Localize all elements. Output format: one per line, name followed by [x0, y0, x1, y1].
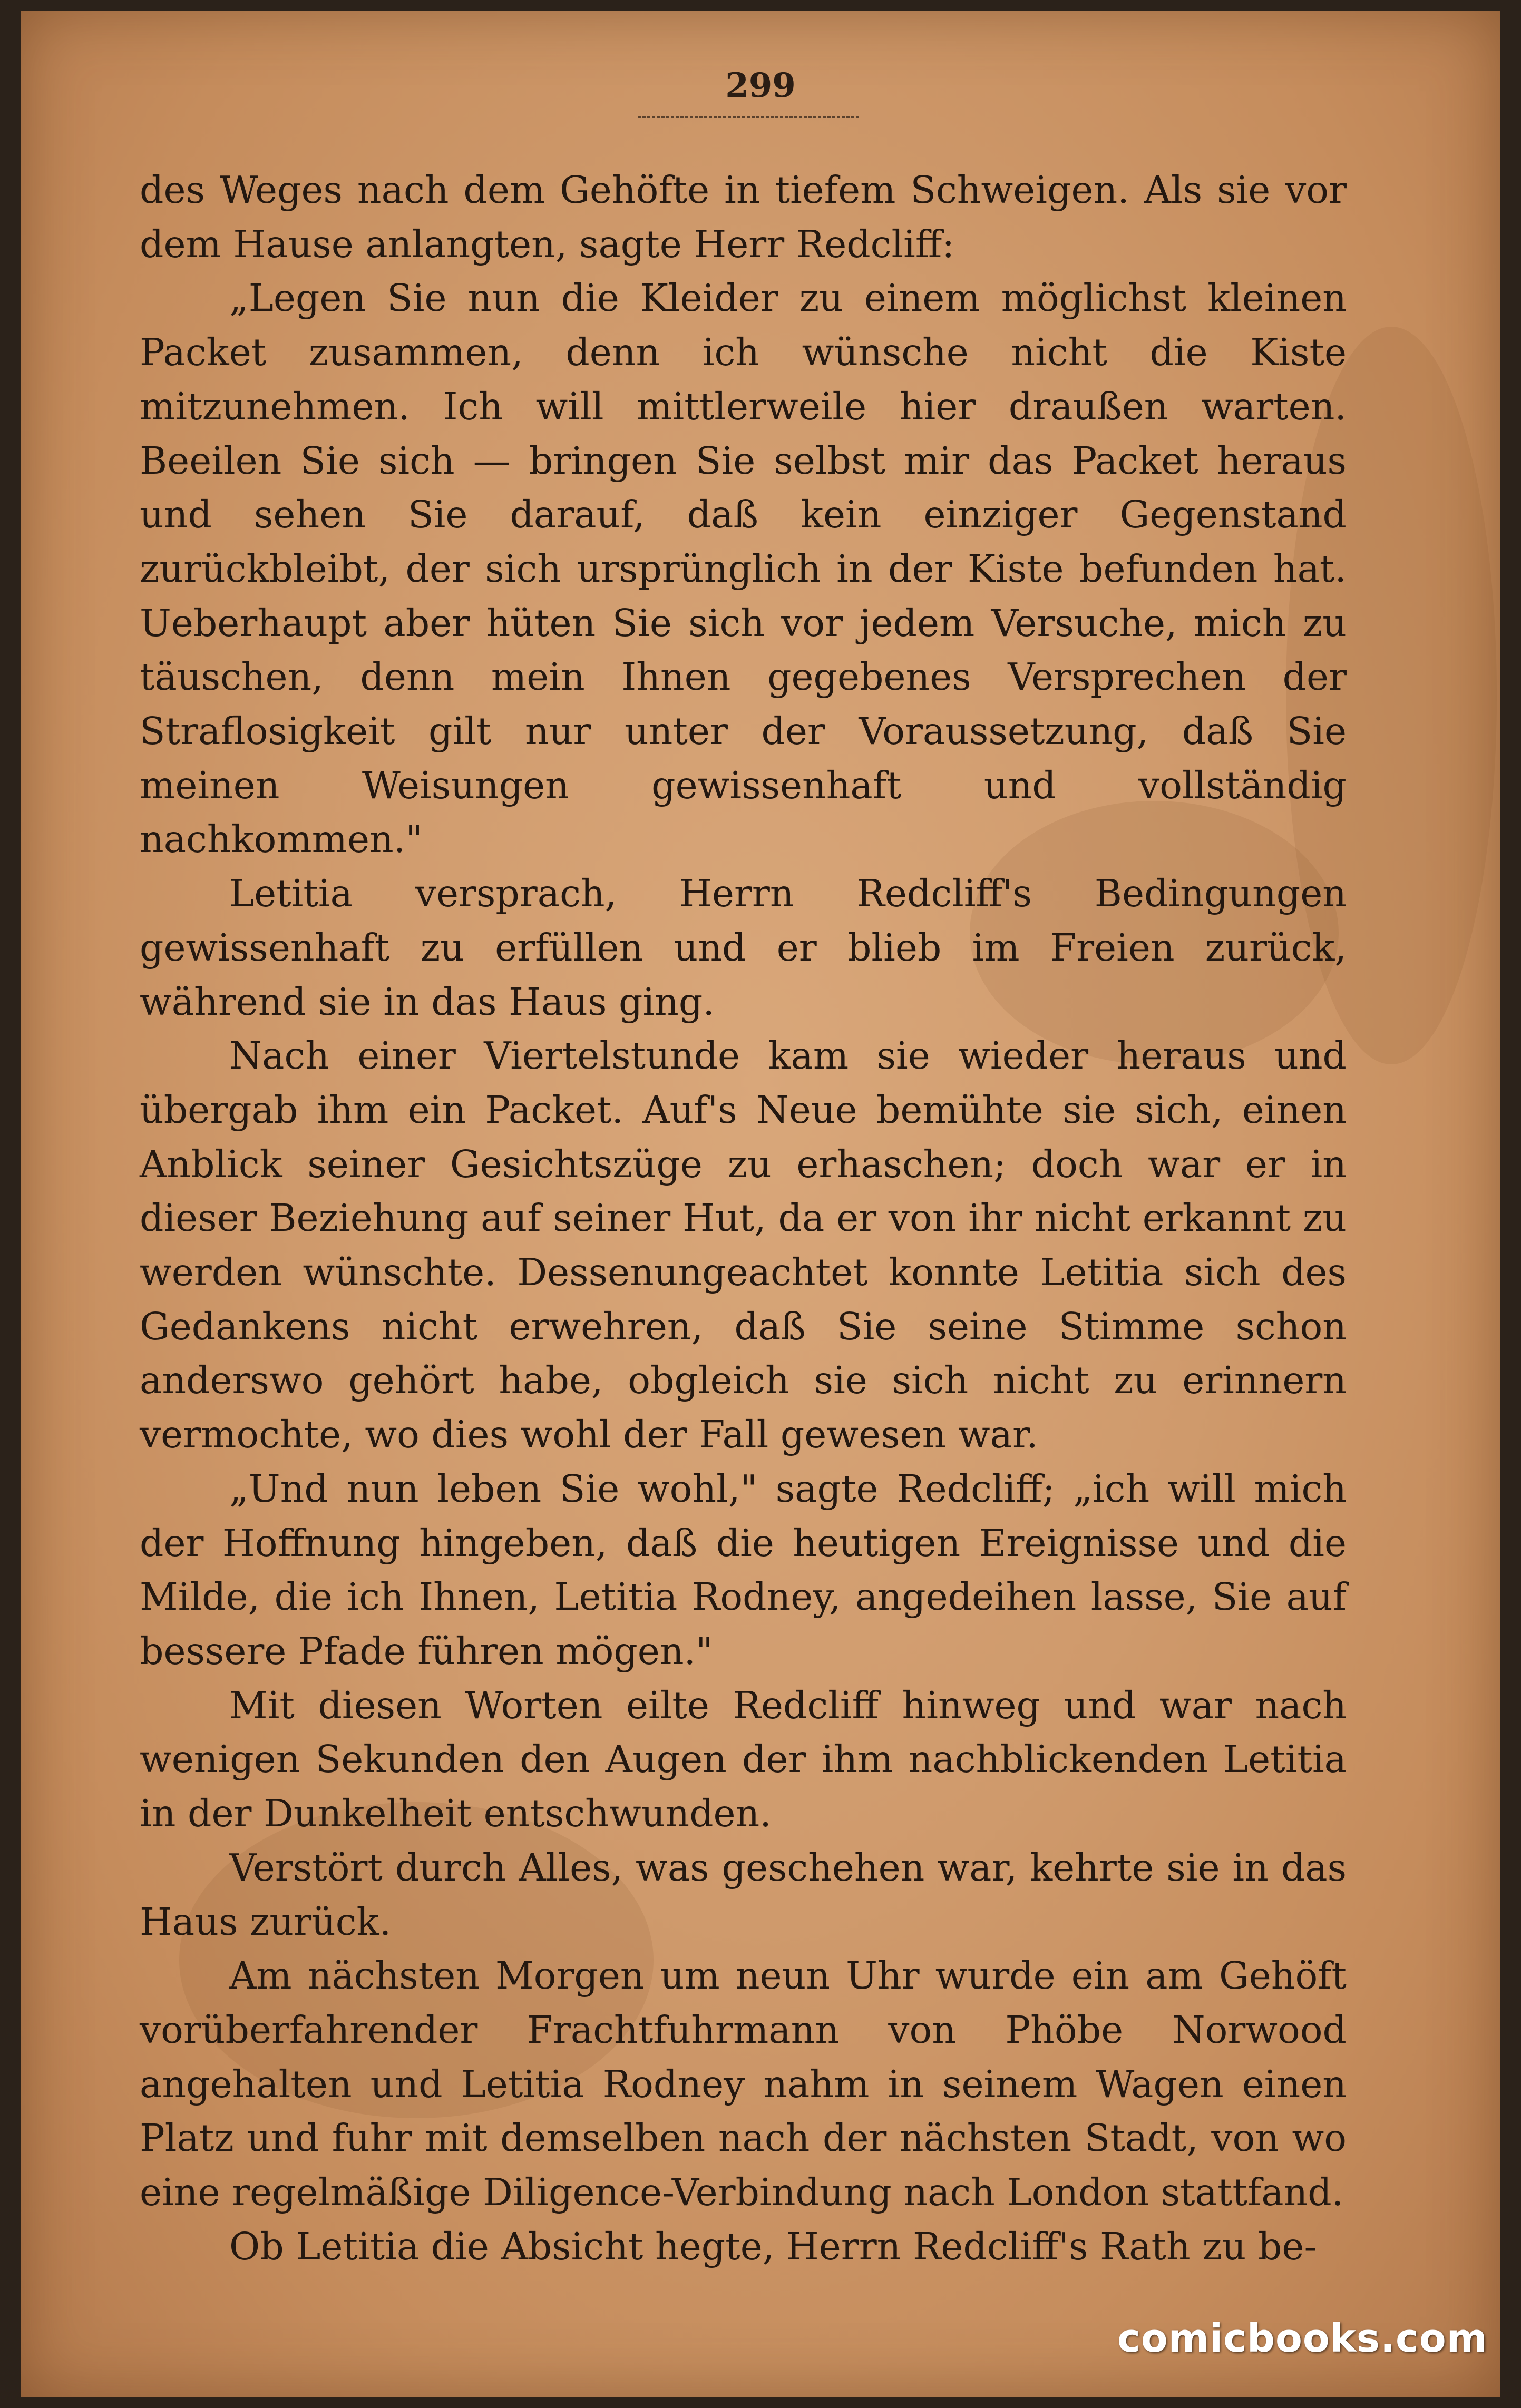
paragraph: Ob Letitia die Absicht hegte, Herrn Redcliff's Rath zu be- — [229, 2224, 1317, 2268]
paragraph: Am nächsten Morgen um neun Uhr wurde ein am Gehöft vorüberfahrender Frachtfuhrmann von Phöbe Norwood angehalten und Letitia Rodney nahm in seinem Wagen einen Platz und fuhr mit demselben nach der nächsten Stadt, von wo eine regelmäßige Diligence-Verbindung nach London stattfand. — [140, 1954, 1347, 2215]
paragraph: Verstört durch Alles, was geschehen war, kehrte sie in das Haus zurück. — [140, 1845, 1347, 1944]
watermark: comicbooks.com — [1117, 2316, 1488, 2361]
body-text — [140, 163, 1347, 2274]
paragraph: Nach einer Viertelstunde kam sie wieder heraus und übergab ihm ein Packet. Auf's Neue bemühte sie sich, einen Anblick seiner Gesichtszüge zu erhaschen; doch war er in dieser Beziehung auf seiner Hut, da er von ihr nicht erkannt zu werden wünschte. Dessenungeachtet konnte Letitia sich des Gedankens nicht erwehren, daß Sie seine Stimme schon anderswo gehört habe, obgleich sie sich nicht zu erinnern vermochte, wo dies wohl der Fall gewesen war. — [140, 1034, 1347, 1457]
paragraph: Letitia versprach, Herrn Redcliff's Bedingungen gewissenhaft zu erfüllen und er blieb im Freien zurück, während sie in das Haus ging. — [140, 872, 1347, 1024]
paragraph: „Legen Sie nun die Kleider zu einem möglichst kleinen Packet zusammen, denn ich wünsche nicht die Kiste mitzunehmen. Ich will mittlerweile hier draußen warten. Beeilen Sie sich — bringen Sie selbst mir das Packet heraus und sehen Sie darauf, daß kein einziger Gegenstand zurückbleibt, der sich ursprünglich in der Kiste befunden hat. Ueberhaupt aber hüten Sie sich vor jedem Versuche, mich zu täuschen, denn mein Ihnen gegebenes Versprechen der Straflosigkeit gilt nur unter der Voraussetzung, daß Sie meinen Weisungen gewissenhaft und vollständig nachkommen." — [140, 276, 1347, 862]
header-ornament-rule — [638, 116, 859, 125]
page-number: 299 — [725, 66, 796, 105]
paragraph: Mit diesen Worten eilte Redcliff hinweg und war nach wenigen Sekunden den Augen der ihm nachblickenden Letitia in der Dunkelheit entschwunden. — [140, 1683, 1347, 1836]
paragraph: „Und nun leben Sie wohl," sagte Redcliff; „ich will mich der Hoffnung hingeben, daß die heutigen Ereignisse und die Milde, die ich Ihnen, Letitia Rodney, angedeihen lasse, Sie auf bessere Pfade führen mögen." — [140, 1466, 1347, 1673]
paragraph: des Weges nach dem Gehöfte in tiefem Schweigen. Als sie vor dem Hause anlangten, sagte Herr Redcliff: — [140, 168, 1347, 266]
book-page — [21, 11, 1500, 2397]
